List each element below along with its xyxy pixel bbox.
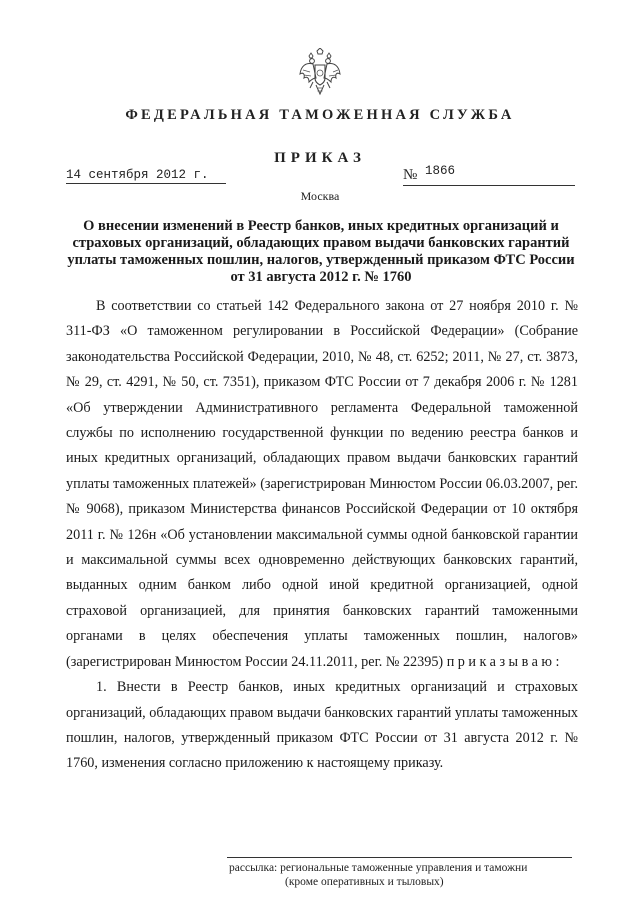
order-number-field [403,164,575,186]
double-headed-eagle-emblem-icon [298,48,342,98]
distribution-note [229,861,574,889]
paragraph-preamble [66,294,578,675]
distribution-divider [227,857,572,858]
number-sign: № [403,167,418,183]
order-number: 1866 [425,164,456,178]
order-heading: О внесении изменений в Реестр банков, иных кредитных организаций и страховых организаций, обладающих правом выдачи банковских гарантий уплаты таможенных пошлин, налогов, утвержденный приказом ФТС России от 31 августа 2012 г. № 1760 [67,218,575,285]
document-type: ПРИКАЗ [274,150,366,166]
city: Москва [300,189,340,203]
distribution-line-2: (кроме оперативных и тыловых) [285,876,444,888]
paragraph-item-1: 1. Внести в Реестр банков, иных кредитных организаций и страховых организаций, обладающих правом выдачи банковских гарантий уплаты таможенных пошлин, налогов, утвержденный приказом ФТС России от 31 августа 2012 г. № 1760, изменения согласно приложению к настоящему приказу. [66,679,578,772]
paragraph-preamble-text: В соответствии со статьей 142 Федерального закона от 27 ноября 2010 г. № 311-ФЗ «О таможенном регулировании в Российской Федерации» (Собрание законодательства Российской Федерации, 2010, № 48, ст. 6252; 2011, № 27, ст. 3873, № 29, ст. 4291, № 50, ст. 7351), приказом ФТС России от 7 декабря 2006 г. № 1281 «Об утверждении Административного регламента Федеральной таможенной службы по исполнению государственной функции по ведению реестра банков и иных кредитных организаций, обладающих правом выдачи банковских гарантий уплаты таможенных платежей» (зарегистрирован Минюстом России 06.03.2007, рег. № 9068), приказом Министерства финансов Российской Федерации от 10 октября 2011 г. № 126н «Об установлении максимальной суммы одной банковской гарантии и максимальной суммы всех одновременно действующих банковских гарантий, выданных одним банком либо одной иной кредитной организацией, одной страховой организацией, для принятия банковских гарантий таможенными органами в целях обеспечения уплаты таможенных пошлин, налогов» (зарегистрирован Минюстом России 24.11.2011, рег. № 22395) [66,298,578,670]
agency-name: ФЕДЕРАЛЬНАЯ ТАМОЖЕННАЯ СЛУЖБА [125,107,515,123]
distribution-line-1: рассылка: региональные таможенные управления и таможни [229,862,528,874]
order-date: 14 сентября 2012 г. [66,168,226,184]
order-body [66,294,578,777]
order-word: приказываю: [446,653,563,670]
